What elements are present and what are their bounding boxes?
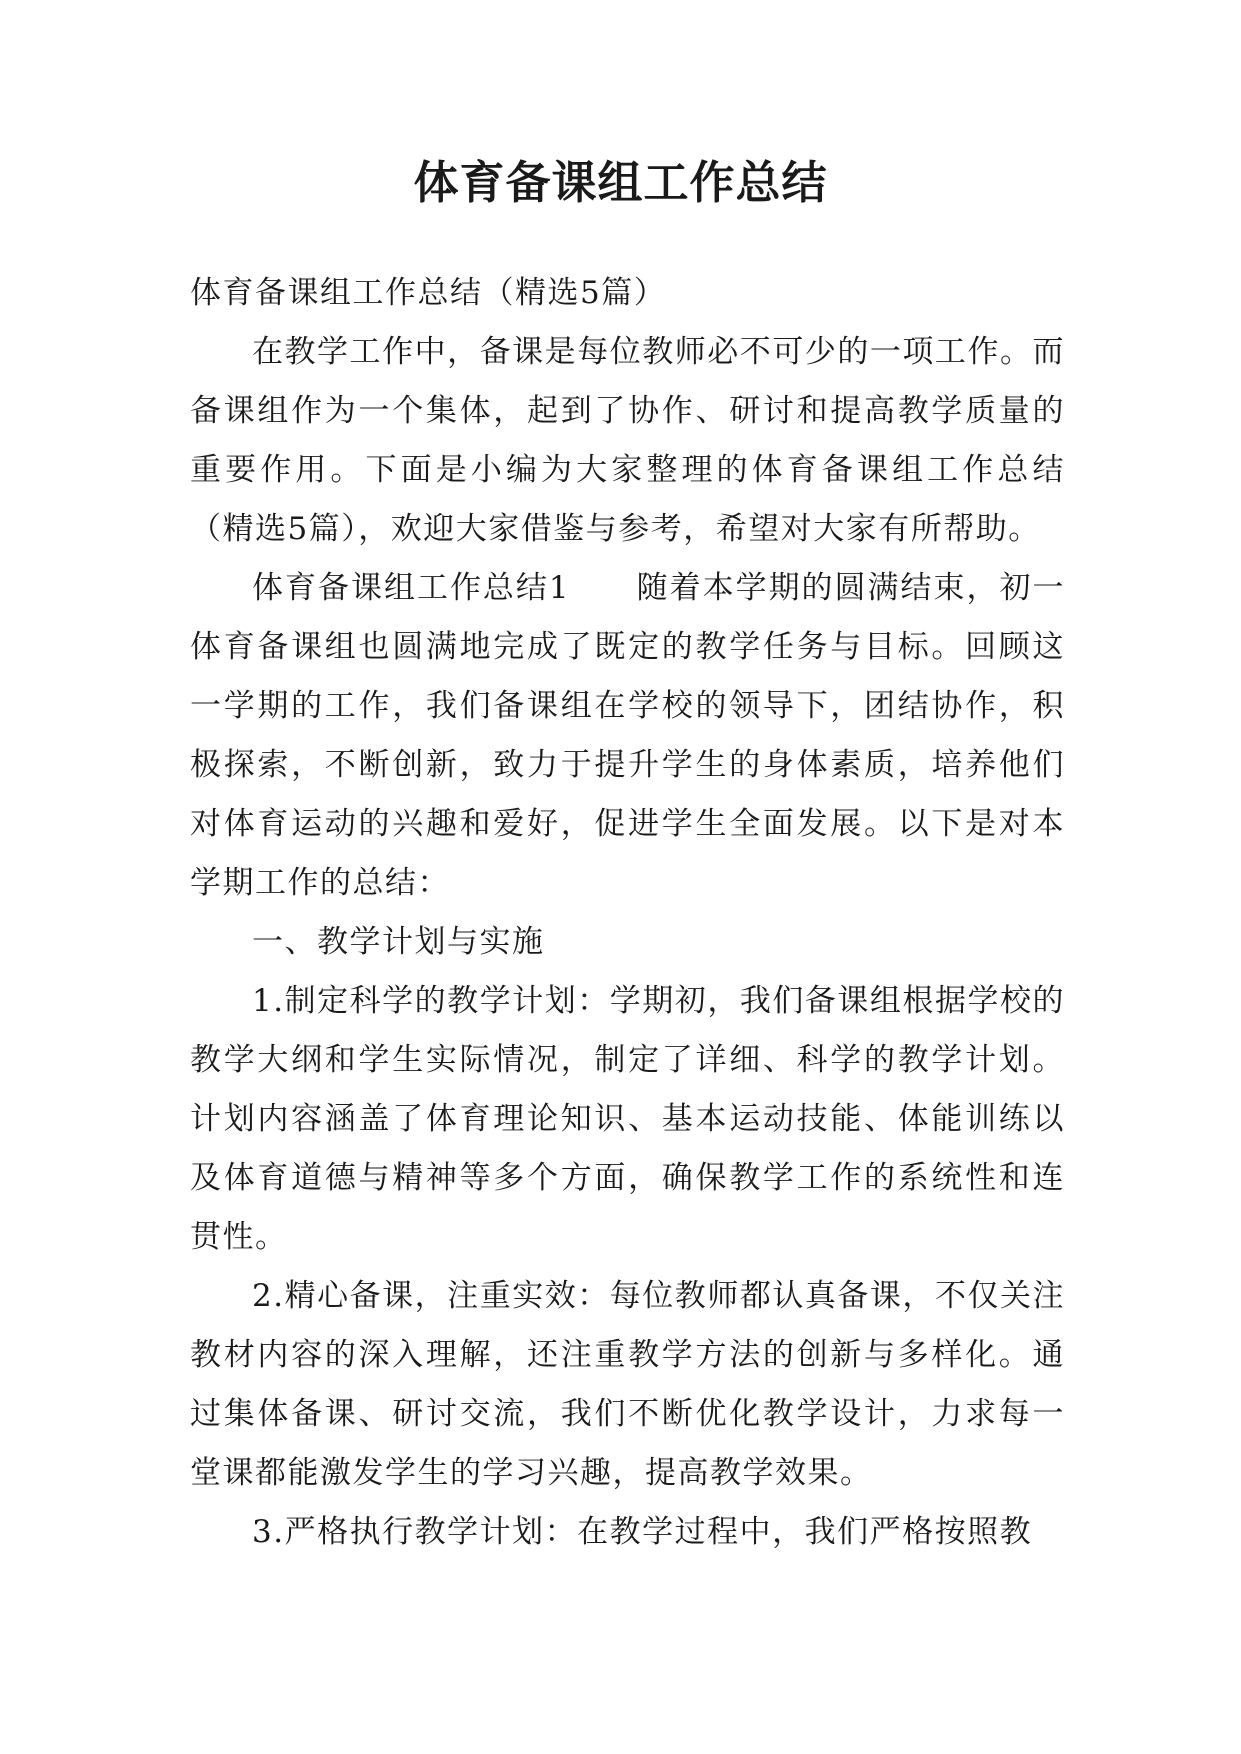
document-body — [190, 264, 1065, 1562]
list-item: 2.精心备课，注重实效：每位教师都认真备课，不仅关注教材内容的深入理解，还注重教学方法的创新与多样化。通过集体备课、研讨交流，我们不断优化教学设计，力求每一堂课都能激发学生的学习兴趣，提高教学效果。 — [190, 1278, 1065, 1491]
document-title: 体育备课组工作总结 — [413, 156, 828, 209]
list-item: 1.制定科学的教学计划：学期初，我们备课组根据学校的教学大纲和学生实际情况，制定了详细、科学的教学计划。计划内容涵盖了体育理论知识、基本运动技能、体能训练以及体育道德与精神等多个方面，确保教学工作的系统性和连贯性。 — [190, 983, 1065, 1255]
list-item: 3.严格执行教学计划：在教学过程中，我们严格按照教 — [252, 1514, 1033, 1550]
intro-paragraph: 在教学工作中，备课是每位教师必不可少的一项工作。而备课组作为一个集体，起到了协作、研讨和提高教学质量的重要作用。下面是小编为大家整理的体育备课组工作总结（精选5篇），欢迎大家借鉴与参考，希望对大家有所帮助。 — [190, 334, 1065, 547]
document-subtitle: 体育备课组工作总结（精选5篇） — [190, 275, 667, 311]
section-heading: 一、教学计划与实施 — [252, 924, 545, 960]
summary-1-paragraph: 体育备课组工作总结1 随着本学期的圆满结束，初一体育备课组也圆满地完成了既定的教学任务与目标。回顾这一学期的工作，我们备课组在学校的领导下，团结协作，积极探索，不断创新，致力于提升学生的身体素质，培养他们对体育运动的兴趣和爱好，促进学生全面发展。以下是对本学期工作的总结： — [190, 570, 1065, 901]
